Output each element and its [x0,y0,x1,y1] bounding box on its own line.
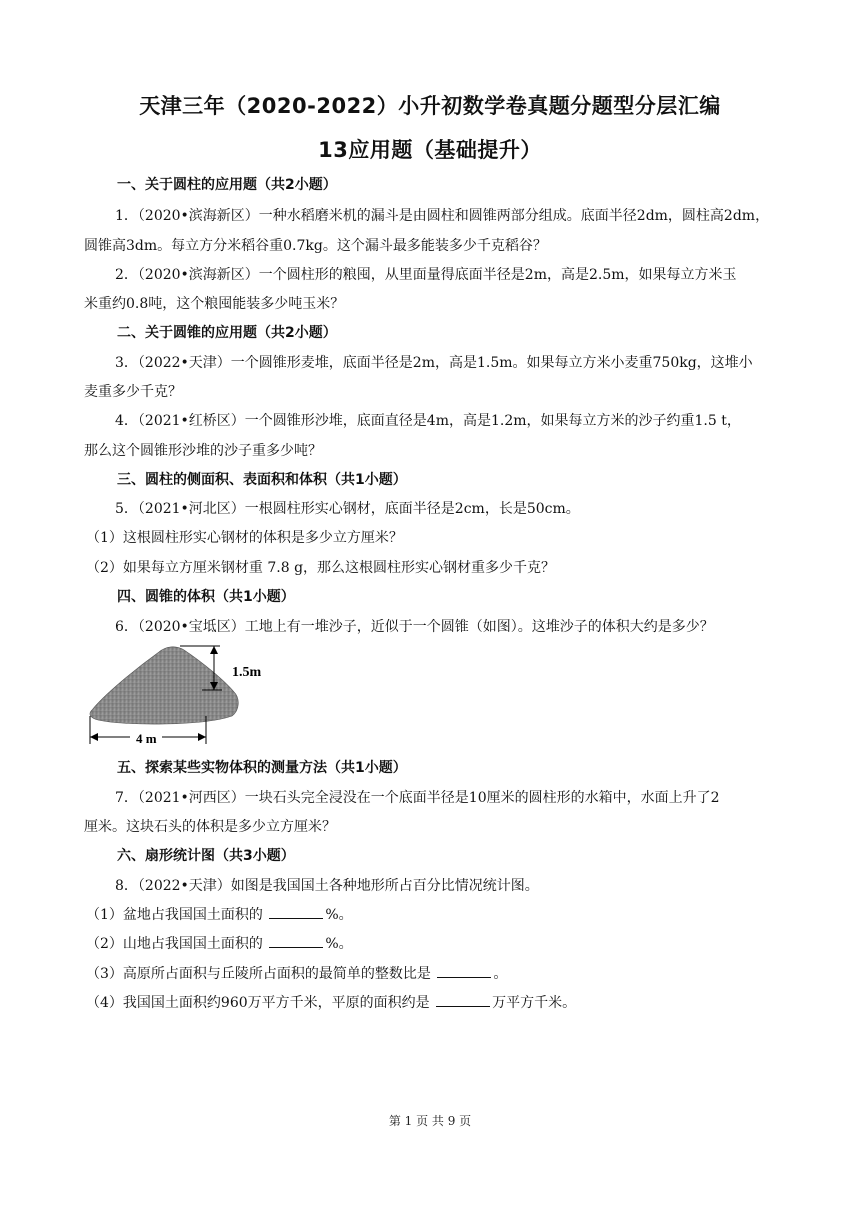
section-heading-1: 一、关于圆柱的应用题（共2小题） [117,177,337,193]
diameter-label: 4 m [136,731,157,746]
question-8-part-2: （2）山地占我国国土面积的 %。 [86,936,353,952]
section-heading-4: 四、圆锥的体积（共1小题） [117,589,295,605]
answer-blank[interactable] [436,993,490,1007]
question-4-line-2: 那么这个圆锥形沙堆的沙子重多少吨？ [84,443,322,459]
question-8-part-1: （1）盆地占我国国土面积的 %。 [86,907,353,923]
sand-pile-figure [84,640,284,748]
question-3-line-2: 麦重多少千克？ [84,384,182,400]
question-8-part-3: （3）高原所占面积与丘陵所占面积的最简单的整数比是 。 [86,966,508,982]
answer-blank[interactable] [437,964,491,978]
height-label: 1.5m [232,665,262,680]
question-4-line-1: 4．（2021•红桥区）一个圆锥形沙堆，底面直径是4m，高是1.2m，如果每立方米的沙子约重1.5 t， [115,413,741,429]
question-8: 8．（2022•天津）如图是我国国土各种地形所占百分比情况统计图。 [115,878,539,894]
section-heading-3: 三、圆柱的侧面积、表面积和体积（共1小题） [117,472,407,488]
question-3-line-1: 3．（2022•天津）一个圆锥形麦堆，底面半径是2m，高是1.5m。如果每立方米小麦重750kg，这堆小 [115,355,753,371]
answer-blank[interactable] [269,905,323,919]
question-5: 5．（2021•河北区）一根圆柱形实心钢材，底面半径是2cm，长是50cm。 [115,501,580,517]
question-6: 6．（2020•宝坻区）工地上有一堆沙子，近似于一个圆锥（如图）。这堆沙子的体积大约是多少？ [115,619,714,635]
page-footer: 第 1 页 共 9 页 [388,1114,472,1128]
question-2-line-1: 2．（2020•滨海新区）一个圆柱形的粮囤，从里面量得底面半径是2m，高是2.5m，如果每立方米玉 [115,267,737,283]
question-1-line-2: 圆锥高3dm。每立方分米稻谷重0.7kg。这个漏斗最多能装多少千克稻谷？ [84,238,547,254]
question-5-part-2: （2）如果每立方厘米钢材重 7.8 g，那么这根圆柱形实心钢材重多少千克？ [86,560,556,576]
question-1-line-1: 1．（2020•滨海新区）一种水稻磨米机的漏斗是由圆柱和圆锥两部分组成。底面半径2dm，圆柱高2dm， [115,208,770,224]
section-heading-5: 五、探索某些实物体积的测量方法（共1小题） [117,760,407,776]
question-7-line-2: 厘米。这块石头的体积是多少立方厘米？ [84,819,336,835]
question-5-part-1: （1）这根圆柱形实心钢材的体积是多少立方厘米？ [86,530,403,546]
section-heading-6: 六、扇形统计图（共3小题） [117,848,295,864]
page-subtitle: 13应用题（基础提升） [318,138,542,162]
page-title: 天津三年（2020-2022）小升初数学卷真题分题型分层汇编 [139,94,721,118]
question-7-line-1: 7．（2021•河西区）一块石头完全浸没在一个底面半径是10厘米的圆柱形的水箱中，水面上升了2 [115,790,720,806]
question-2-line-2: 米重约0.8吨，这个粮囤能装多少吨玉米？ [84,296,345,312]
question-8-part-4: （4）我国国土面积约960万平方千米，平原的面积约是 万平方千米。 [86,995,577,1011]
section-heading-2: 二、关于圆锥的应用题（共2小题） [117,325,337,341]
answer-blank[interactable] [269,934,323,948]
